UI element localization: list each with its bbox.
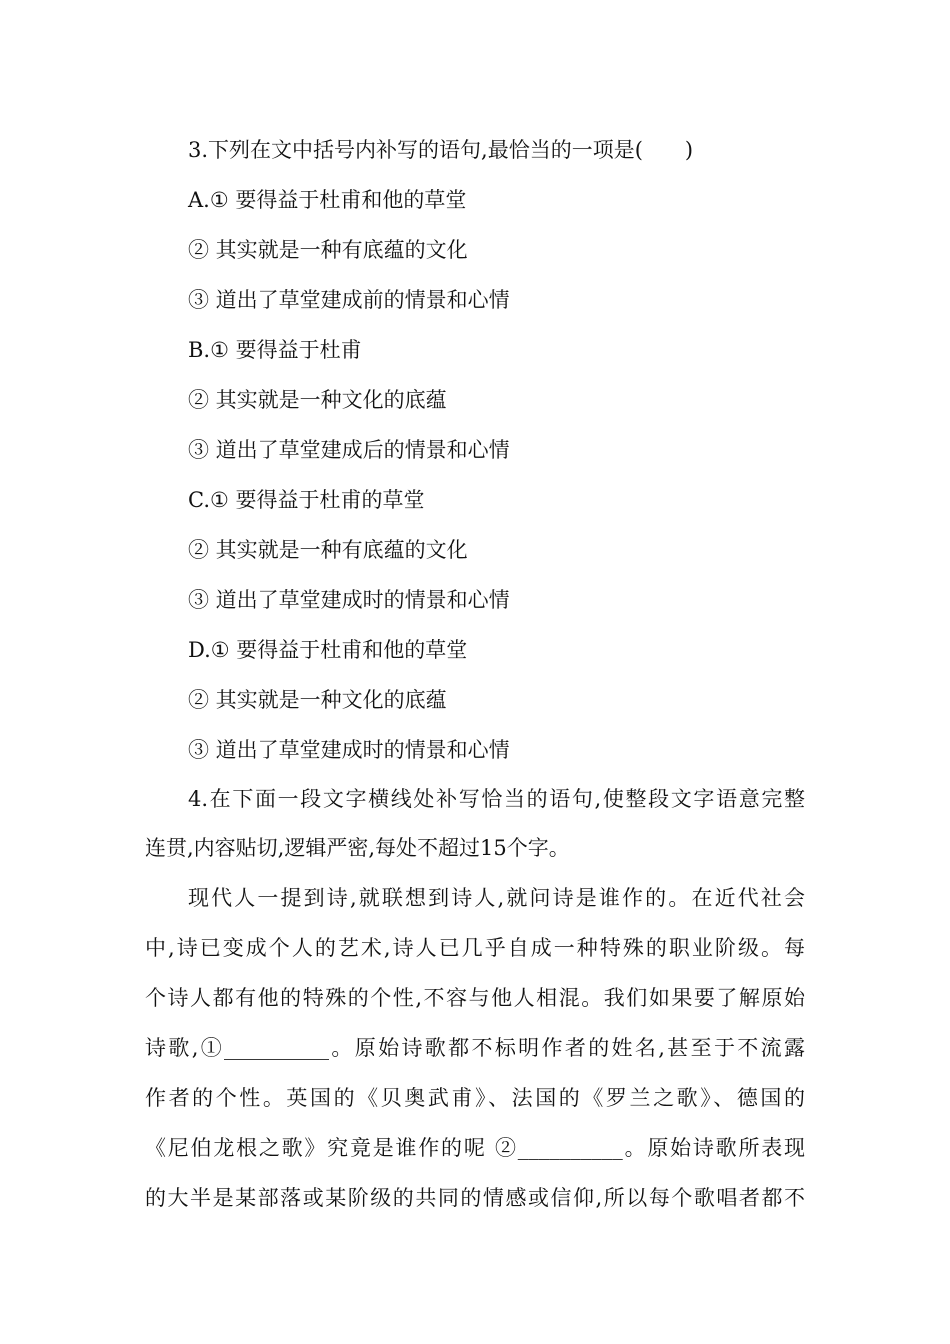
question-4-stem-line-1: 4.在下面一段文字横线处补写恰当的语句,使整段文字语意完整: [188, 787, 805, 811]
passage-line-5: 作者的个性。英国的《贝奥武甫》、法国的《罗兰之歌》、德国的: [145, 1086, 805, 1110]
passage-line-6-blank-2: 《尼伯龙根之歌》究竟是谁作的呢 ②__________。原始诗歌所表现: [145, 1136, 805, 1160]
option-b-line-2: ② 其实就是一种文化的底蕴: [188, 388, 447, 412]
option-a-line-3: ③ 道出了草堂建成前的情景和心情: [188, 288, 510, 312]
question-4-stem-line-2: 连贯,内容贴切,逻辑严密,每处不超过15个字。: [145, 836, 570, 860]
option-c-line-2: ② 其实就是一种有底蕴的文化: [188, 538, 468, 562]
option-d-line-3: ③ 道出了草堂建成时的情景和心情: [188, 738, 510, 762]
option-a-line-2: ② 其实就是一种有底蕴的文化: [188, 238, 468, 262]
option-c-line-1: C.① 要得益于杜甫的草堂: [188, 488, 425, 512]
question-3-stem: 3.下列在文中括号内补写的语句,最恰当的一项是( ): [188, 138, 694, 162]
passage-line-1: 现代人一提到诗,就联想到诗人,就问诗是谁作的。在近代社会: [188, 886, 805, 910]
option-d-line-1: D.① 要得益于杜甫和他的草堂: [188, 638, 468, 662]
option-d-line-2: ② 其实就是一种文化的底蕴: [188, 688, 447, 712]
option-b-line-3: ③ 道出了草堂建成后的情景和心情: [188, 438, 510, 462]
option-a-line-1: A.① 要得益于杜甫和他的草堂: [188, 188, 467, 212]
option-b-line-1: B.① 要得益于杜甫: [188, 338, 362, 362]
passage-line-4-blank-1: 诗歌,①__________。原始诗歌都不标明作者的姓名,甚至于不流露: [145, 1036, 805, 1060]
passage-line-3: 个诗人都有他的特殊的个性,不容与他人相混。我们如果要了解原始: [145, 986, 805, 1010]
option-c-line-3: ③ 道出了草堂建成时的情景和心情: [188, 588, 510, 612]
passage-line-7: 的大半是某部落或某阶级的共同的情感或信仰,所以每个歌唱者都不: [145, 1186, 805, 1210]
passage-line-2: 中,诗已变成个人的艺术,诗人已几乎自成一种特殊的职业阶级。每: [145, 936, 805, 960]
